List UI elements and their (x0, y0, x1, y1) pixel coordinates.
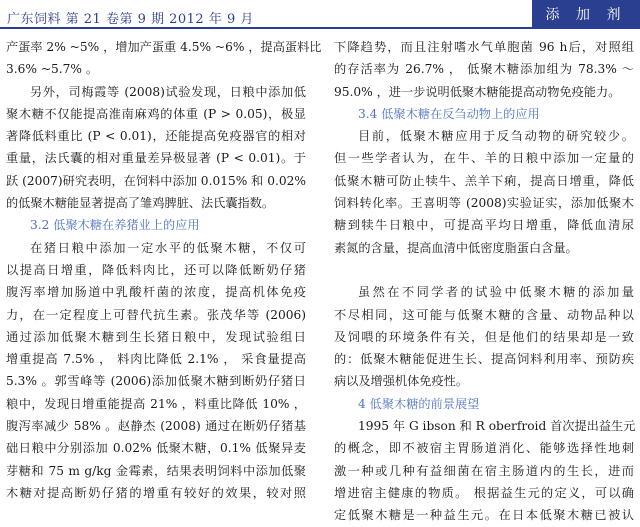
text-line: 病以及增强机体免疫性。 (334, 374, 469, 389)
text-line: 但一些学者认为，在牛、羊的日粮中添加一定量的 (334, 151, 634, 166)
text-line: 增重提高 7.5% ， 料肉比降低 2.1% ， 采食量提高 (6, 352, 306, 367)
text-line: 以提高日增重，降低料肉比，还可以降低断奶仔猪 (6, 262, 306, 277)
left-column (6, 36, 322, 504)
text-line: 下降趋势，而且注射嗜水气单胞菌 96 h后，对照组 (334, 40, 634, 54)
journal-info: 广东饲料 第 21 卷第 9 期 2012 年 9 月 (7, 12, 254, 27)
text-line: 重量，法氏囊的相对重量差异极显著 (P < 0.01)。于 (6, 151, 306, 166)
section-heading: 3.2 低聚木糖在养猪业上的应用 (30, 218, 200, 233)
text-line: 础日粮中分别添加 0.02% 低聚木糖，0.1% 低聚异麦 (6, 441, 306, 456)
text-line: 另外，司梅霞等 (2008)试验发现，日粮中添加低 (30, 84, 306, 99)
text-line: 著降低料重比 (P < 0.01)，还能提高免疫器官的相对 (6, 129, 306, 144)
text-line: 腹泻率增加肠道中乳酸杆菌的浓度，提高机体免疫 (6, 285, 306, 300)
text-line: 5.3% 。郭雪峰等 (2006)添加低聚木糖到断奶仔猪日 (6, 374, 306, 389)
text-line: 木糖对提高断奶仔猪的增重有较好的效果，较对照 (6, 485, 306, 500)
text-line: 虽然在不同学者的试验中低聚木糖的添加量 (358, 285, 634, 300)
text-line: 聚木糖不仅能提高淮南麻鸡的体重 (P > 0.05)，极显 (6, 106, 306, 121)
text-line: 1995 年 G ibson 和 R oberfroid 首次提出益生元 (358, 419, 636, 434)
page-header (0, 0, 640, 30)
text-line: 定低聚木糖是一种益生元。在日本低聚木糖已被认 (334, 508, 634, 523)
text-line: 通过添加低聚木糖到生长猪日粮中，发现试验组日 (6, 329, 306, 344)
text-line: 低聚木糖可防止犊牛、羔羊下痢，提高日增重，降低 (334, 173, 634, 188)
text-line: 95.0% ，进一步说明低聚木糖能提高动物免疫能力。 (334, 84, 621, 99)
text-line: 3.6% ~5.7% 。 (6, 62, 99, 77)
text-line: 芽糖和 75 m g/kg 金霉素，结果表明饲料中添加低聚 (6, 463, 306, 478)
right-column (334, 36, 634, 527)
text-line: 的存活率为 26.7% ， 低聚木糖添加组为 78.3% ～ (334, 62, 634, 77)
text-line: 素氮的含量，提高血清中低密度脂蛋白含量。 (334, 240, 578, 255)
text-line: 跃 (2007)研究表明，在饲料中添加 0.015% 和 0.02% (6, 173, 306, 188)
text-line: 糖到犊牛日粮中，可提高平均日增重，降低血清尿 (334, 218, 634, 233)
text-line: 的低聚木糖能显著提高了雏鸡脾脏、法氏囊指数。 (6, 196, 275, 211)
text-line: 饲料转化率。王喜明等 (2008)实验证实，添加低聚木 (334, 196, 634, 211)
text-line: 及饲喂的环境条件有关，但是他们的结果却是一致 (334, 329, 634, 344)
section-heading: 4 低聚木糖的前景展望 (358, 396, 480, 411)
text-line: 激一种或几种有益细菌在宿主肠道内的生长，进而 (334, 463, 634, 478)
text-line (334, 259, 634, 281)
text-line: 的概念，即不被宿主胃肠道消化、能够选择性地刺 (334, 441, 634, 456)
text-line: 粮中，发现日增重能提高 21% ，料重比降低 10% ， (6, 396, 306, 411)
text-line: 的：低聚木糖能促进生长、提高饲料利用率、预防疾 (334, 352, 634, 367)
section-heading: 3.4 低聚木糖在反刍动物上的应用 (358, 106, 540, 121)
text-line: 增进宿主健康的物质。 根据益生元的定义，可以确 (334, 485, 634, 500)
text-line: 在猪日粮中添加一定水平的低聚木糖，不仅可 (30, 240, 306, 255)
text-line: 腹泻率减少 58% 。赵静杰 (2008) 通过在断奶仔猪基 (6, 419, 306, 434)
text-line: 目前，低聚木糖应用于反刍动物的研究较少。 (358, 129, 634, 144)
text-line: 不尽相同，这可能与低聚木糖的含量、动物品种以 (334, 307, 634, 322)
text-line: 力，在一定程度上可替代抗生素。张茂华等 (2006) (6, 307, 306, 322)
section-badge: 添 加 剂 (532, 0, 640, 28)
text-line: 产蛋率 2% ~5% ，增加产蛋重 4.5% ~6% ，提高蛋料比 (6, 40, 322, 54)
